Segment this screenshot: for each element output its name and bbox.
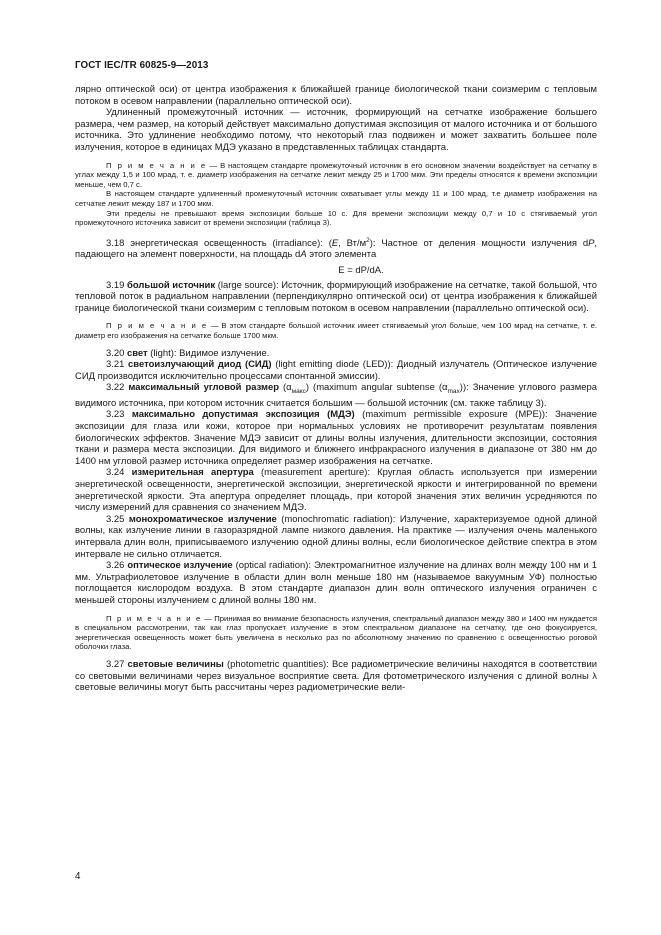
term-3-24: 3.24 измерительная апертура (measurement aperture): Круглая область используется при измерении энергетической освещенности, энергетической экспозиции, энергетической яркости и интегрированной по времени энергетической яркости. Эта апертура определяет площадь, при которой значения этих величин усредняются по числу измерений для сравнения со значением МДЭ. bbox=[75, 467, 597, 514]
page-number: 4 bbox=[75, 871, 81, 882]
term-3-21: 3.21 светоизлучающий диод (СИД) (light emitting diode (LED)): Диодный излучатель (Оптическое излучение СИД производится исключительно процессами спонтанной эмиссии). bbox=[75, 359, 597, 382]
term-3-27: 3.27 световые величины (photometric quantities): Все радиометрические величины находятся в соответствии со световыми величинами через визуальное восприятие света. Для фотометрического излучения с длиной волны λ световые величины могут быть рассчитаны через радиометрические вели- bbox=[75, 658, 597, 694]
note-intermediate-source: П р и м е ч а н и е — В настоящем стандарте промежуточный источник в его основном значении воздействует на сетчатку в углах между 1,5 и 100 мрад, т. е. диаметр изображения на сетчатке лежит между 25 и 1700 мкм. Эти пределы относятся к времени экспозиции меньше, чем 0,7 с. bbox=[75, 160, 598, 189]
paragraph-elongated-source: Удлиненный промежуточный источник — источник, формирующий на сетчатке изображение большего размера, чем размер, на который действует максимально допустимая экспозиция от малого источника и от большого источника. Это удлинение необходимо потому, что некоторый глаз подвижен и может захватить большее поле излучения, которое в единицах МДЭ указано в представленных таблицах стандарта. bbox=[75, 107, 597, 153]
formula-irradiance: E = dP/dA. bbox=[338, 265, 384, 277]
term-3-18: 3.18 энергетическая освещенность (irradiance): (E, $Вт/м^2$): Частное от деления мощности излучения dP, падающего на элемент поверхности, на площадь dA этого элемента bbox=[75, 236, 597, 261]
term-3-19: 3.19 большой источник (large source): Источник, формирующий изображение на сетчатке, такой большой, что тепловой поток в радиальном направлении (перпендикулярно оптической оси) от центра изображения к ближайшей границе биологической ткани соизмерим с тепловым потоком в осевом направлении (параллельно оптической оси). bbox=[75, 279, 597, 314]
note-paragraph: В настоящем стандарте удлиненный промежуточный источник охватывает углы между 11 и 100 мрад, т.е диаметр изображения на сетчатке лежит между 187 и 1700 мкм. bbox=[75, 189, 597, 208]
note-large-source: П р и м е ч а н и е — В этом стандарте большой источник имеет стягиваемый угол больше, чем 100 мрад на сетчатке, т. е. диаметр его изображения на сетчатке больше 1700 мкм. bbox=[75, 321, 597, 341]
note-paragraph: Эти пределы не превышают время экспозиции больше 10 с. Для времени экспозиции между 0,7 и 10 с стягиваемый угол промежуточного источника зависит от времени экспозиции (таблица 3). bbox=[75, 208, 597, 228]
term-3-23: 3.23 максимально допустимая экспозиция (МДЭ) (maximum permissible exposure (MPE)): Значение экспозиции для глаза или кожи, которое при нормальных условиях не противоречит результатам появления биологических эффектов. Значение МДЭ зависит от длины волны излучения, длительности экспозиции, состояния ткани и размера места экспозиции. Для видимого и ближнего инфракрасного излучения в диапазоне от 380 нм до 1400 нм угловой размер источника определяет размер изображения на сетчатке. bbox=[75, 409, 597, 467]
document-body bbox=[75, 84, 597, 694]
note-label: П р и м е ч а н и е bbox=[106, 321, 208, 331]
note-optical-radiation: П р и м е ч а н и е — Принимая во внимание безопасность излучения, спектральный диапазон между 380 и 1400 нм нуждается в специальном рассмотрении, так как глаз пропускает излучение в этом спектральном диапазоне на сетчатку, где оно фокусируется, энергетическая освещенность может быть увеличена в несколько раз по абсолютному значению по сравнению с освещенностью роговой оболочки глаза. bbox=[75, 613, 597, 652]
term-3-26: 3.26 оптическое излучение (optical radiation): Электромагнитное излучение на длинах волн между 100 нм и 1 мм. Ультрафиолетовое излучение в области длин волн меньше 180 нм (называемое вакуумным УФ) полностью поглощается кислородом воздуха. В этом стандарте диапазон длин волн оптического излучения ограничен с меньшей стороны излучением с длиной волны 180 нм. bbox=[75, 560, 597, 606]
document-header: ГОСТ IEC/TR 60825-9—2013 bbox=[75, 60, 209, 71]
note-label: П р и м е ч а н и е bbox=[106, 160, 207, 170]
term-3-20: 3.20 свет (light): Видимое излучение. bbox=[106, 347, 270, 359]
term-3-25: 3.25 монохроматическое излучение (monochromatic radiation): Излучение, характеризуемое одной длиной волны, как излучение линии в газоразрядной лампе низкого давления. На практике — излучения очень маленького интервала длин волн, приписываемого излучению одной длины волны, если биологическое действие спектра в этом интервале не сильно отличается. bbox=[75, 513, 597, 560]
note-label: П р и м е ч а н и е bbox=[106, 613, 202, 623]
term-3-22: 3.22 максимальный угловой размер $(\alpha_{макс})$ (maximum angular subtense $(\alpha_{max})$): Значение углового размера видимого источника, при котором источник считается большим — большой источник (см. также таблицу 3). bbox=[75, 382, 597, 409]
paragraph-continuation: лярно оптической оси) от центра изображения к ближайшей границе биологической ткани соизмерим с тепловым потоком в осевом направлении (параллельно оптической оси). bbox=[75, 84, 597, 107]
